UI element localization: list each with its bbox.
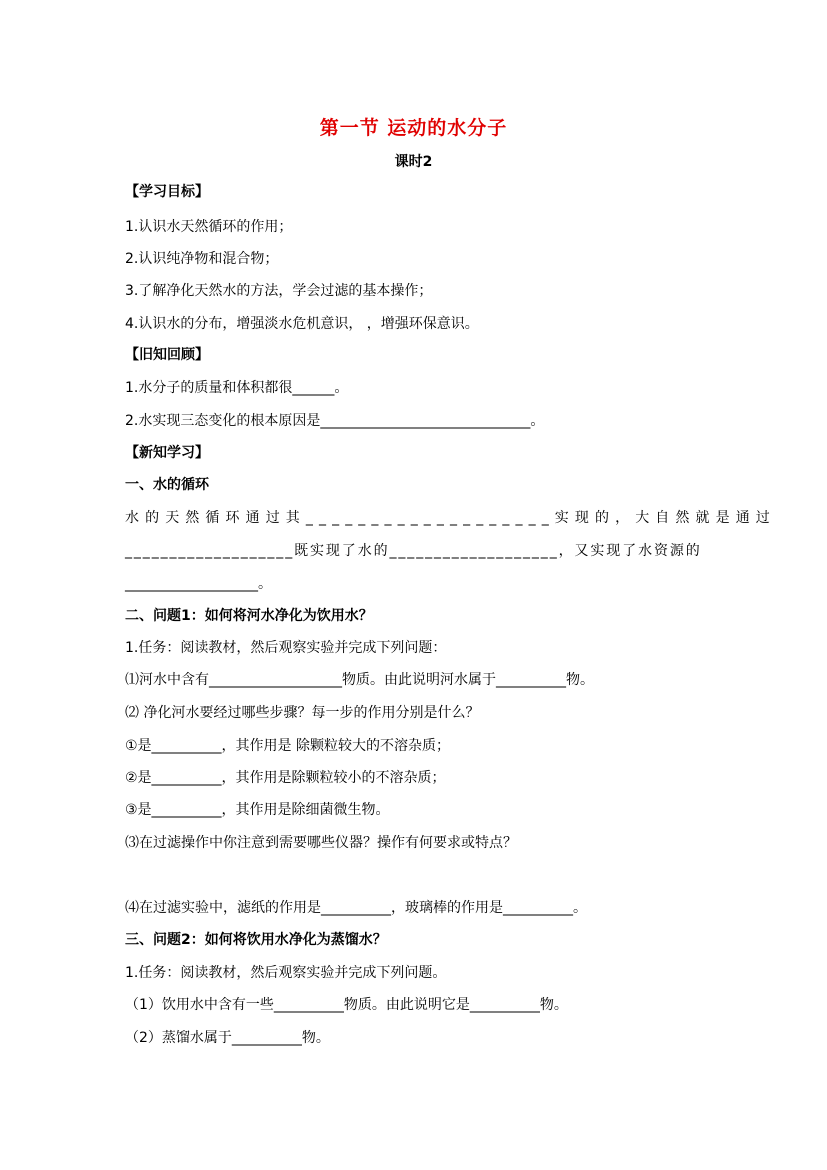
part3-line: 1.任务：阅读教材，然后观察实验并完成下列问题。 (125, 965, 447, 981)
part2-line: ③是__________，其作用是除细菌微生物。 (125, 802, 390, 818)
goal-item: 3.了解净化天然水的方法，学会过滤的基本操作； (125, 283, 433, 299)
review-item: 2.水实现三态变化的根本原因是______________________________。 (125, 413, 545, 429)
goals-header: 【学习目标】 (125, 184, 209, 200)
goal-item: 4.认识水的分布，增强淡水危机意识， ，增强环保意识。 (125, 316, 479, 332)
part1-line: ___________________既实现了水的___________________，又实现了水资源的 (125, 543, 702, 559)
goal-item: 2.认识纯净物和混合物； (125, 251, 279, 267)
part2-line: ⑷在过滤实验中，滤纸的作用是__________，玻璃棒的作用是__________。 (125, 900, 587, 916)
part2-line: ⑵ 净化河水要经过哪些步骤？每一步的作用分别是什么？ (125, 705, 480, 721)
part2-line: ①是__________，其作用是 除颗粒较大的不溶杂质； (125, 738, 450, 754)
review-header: 【旧知回顾】 (125, 347, 209, 363)
document-title: 第一节 运动的水分子 (319, 117, 508, 139)
part3-header: 三、问题2：如何将饮用水净化为蒸馏水？ (125, 932, 387, 948)
goal-item: 1.认识水天然循环的作用； (125, 219, 293, 235)
part2-header: 二、问题1：如何将河水净化为饮用水？ (125, 608, 373, 624)
part1-line: ___________________。 (125, 576, 272, 592)
part2-line: ⑶在过滤操作中你注意到需要哪些仪器？操作有何要求或特点？ (125, 835, 517, 851)
part2-line: 1.任务：阅读教材，然后观察实验并完成下列问题： (125, 640, 447, 656)
document-subtitle: 课时2 (394, 154, 433, 170)
part3-line: （2）蒸馏水属于__________物。 (125, 1030, 330, 1046)
part1-line: 水的天然循环通过其___________________实现的，大自然就是通过 (125, 510, 776, 526)
review-item: 1.水分子的质量和体积都很______。 (125, 380, 349, 396)
new-learning-header: 【新知学习】 (125, 445, 209, 461)
part3-line: （1）饮用水中含有一些__________物质。由此说明它是__________物。 (125, 997, 568, 1013)
part1-header: 一、水的循环 (125, 477, 209, 493)
part2-line: ⑴河水中含有___________________物质。由此说明河水属于__________物。 (125, 672, 594, 688)
part2-line: ②是__________，其作用是除颗粒较小的不溶杂质； (125, 770, 446, 786)
